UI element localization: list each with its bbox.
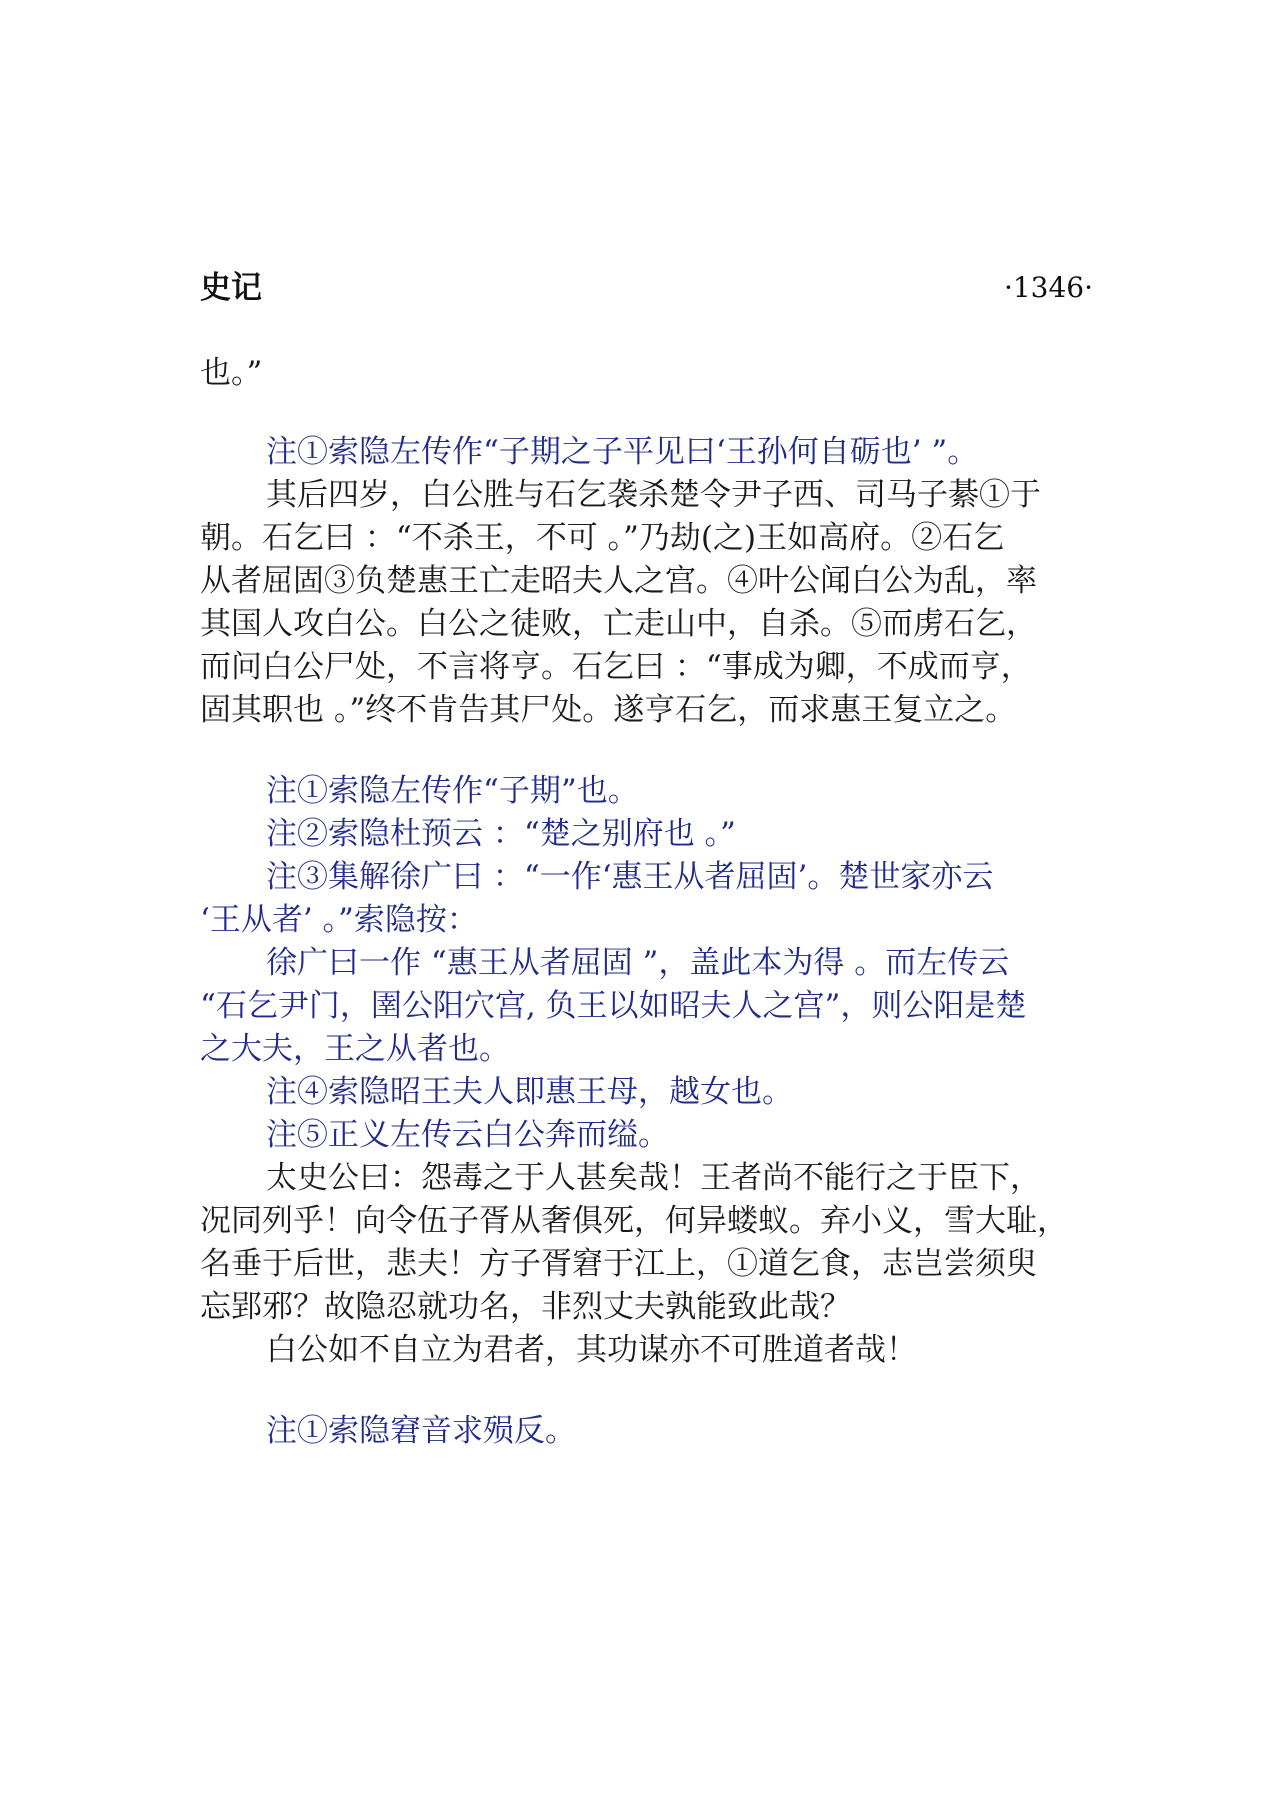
text-line: 其国人攻白公。白公之徒败，亡走山中，自杀。⑤而虏石乞， [200,606,1037,642]
annotation-line: 注④索隐昭王夫人即惠王母，越女也。 [266,1074,793,1110]
annotation-line: 注①索隐左传作“子期之子平见曰‘王孙何自砺也’ ”。 [266,434,979,470]
paragraph-gap [200,1372,1095,1410]
annotation-line: ‘王从者’ 。”索隐按： [200,902,478,938]
text-line: 也。” [200,355,263,391]
annotation-line: “石乞尹门，圉公阳穴宫, 负王以如昭夫人之宫”，则公阳是楚 [200,988,1027,1024]
annotation-line: 注⑤正义左传云白公奔而缢。 [266,1117,669,1153]
book-title: 史记 [200,270,262,306]
text-line: 太史公曰：怨毒之于人甚矣哉！王者尚不能行之于臣下， [266,1160,1041,1196]
annotation-line: 注①索隐窘音求殒反。 [266,1413,576,1449]
text-line: 从者屈固③负楚惠王亡走昭夫人之宫。④叶公闻白公为乱，率 [200,563,1037,599]
annotation-line: 注①索隐左传作“子期”也。 [266,773,639,809]
page-number: ·1346· [1003,271,1093,304]
text-line: 固其职也 。”终不肯告其尸处。遂亨石乞，而求惠王复立之。 [200,692,1017,728]
annotation-line: 之大夫，王之从者也。 [200,1031,510,1067]
text-line: 而问白公尸处，不言将亨。石乞曰 ：“事成为卿，不成而亨， [200,649,1032,685]
text-line: 白公如不自立为君者，其功谋亦不可胜道者哉！ [266,1332,917,1368]
page-content [200,352,1095,1453]
annotation-line: 徐广曰一作 “惠王从者屈固 ”，盖此本为得 。而左传云 [266,945,1010,981]
text-line: 忘郢邪？故隐忍就功名，非烈丈夫孰能致此哉？ [200,1289,851,1325]
annotation-line: 注②索隐杜预云 ：“楚之别府也 。” [266,816,736,852]
paragraph-gap [200,395,1095,431]
annotation-line: 注③集解徐广曰 ：“一作‘惠王从者屈固’。楚世家亦云 [266,859,994,895]
paragraph-gap [200,732,1095,770]
text-line: 其后四岁，白公胜与石乞袭杀楚令尹子西、司马子綦①于 [266,477,1041,513]
text-line: 名垂于后世，悲夫！方子胥窘于江上，①道乞食，志岂尝须臾 [200,1246,1037,1282]
text-line: 朝。石乞曰 ：“不杀王，不可 。”乃劫(之)王如高府。②石乞 [200,520,1005,556]
text-line: 况同列乎！向令伍子胥从奢俱死，何异蝼蚁。弃小义，雪大耻， [200,1203,1068,1239]
